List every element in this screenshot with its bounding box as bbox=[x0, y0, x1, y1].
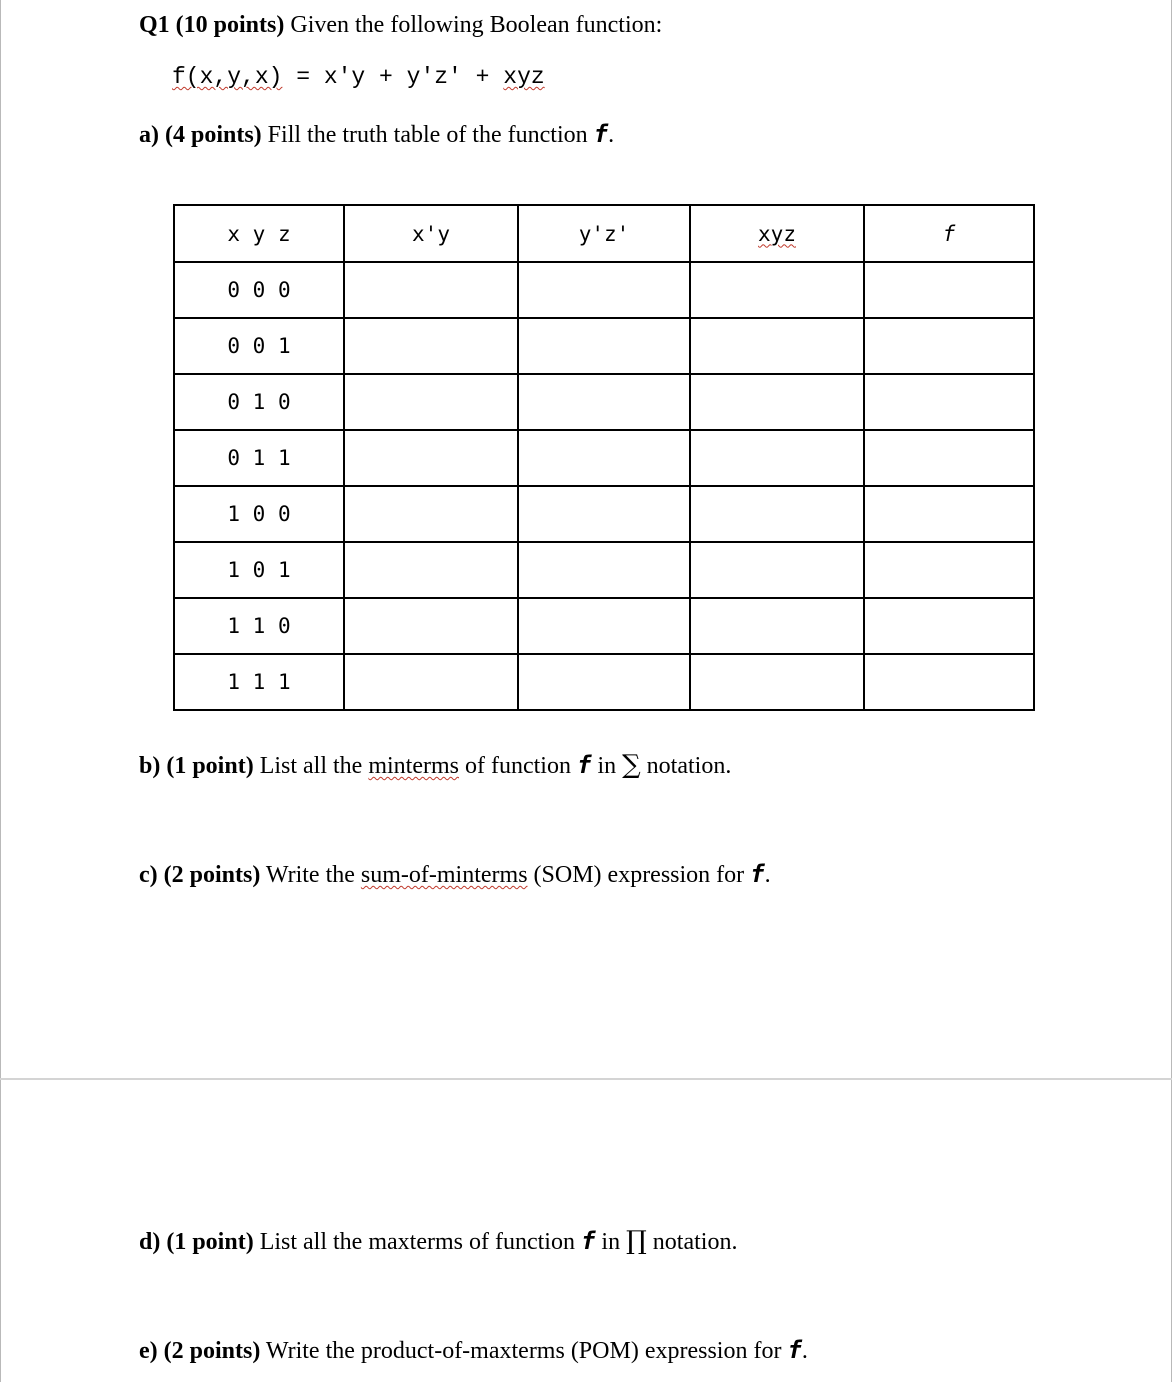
cell-f[interactable] bbox=[864, 374, 1034, 430]
header-xyz-inputs: x y z bbox=[174, 205, 344, 262]
cell-f[interactable] bbox=[864, 542, 1034, 598]
header-xpy: x'y bbox=[344, 205, 518, 262]
header-f: f bbox=[864, 205, 1034, 262]
pi-symbol: ∏ bbox=[626, 1226, 647, 1256]
boolean-formula bbox=[172, 64, 545, 90]
part-e-end: . bbox=[801, 1338, 808, 1364]
header-xyz-term-text: xyz bbox=[758, 221, 796, 246]
table-row bbox=[174, 542, 1034, 598]
part-c-end: . bbox=[764, 862, 771, 888]
part-d-text-3: notation. bbox=[646, 1229, 738, 1255]
row-inputs: 0 0 0 bbox=[174, 262, 344, 318]
cell-f[interactable] bbox=[864, 430, 1034, 486]
question-label: Q1 (10 points) bbox=[139, 12, 285, 38]
part-b-squiggle: minterms bbox=[368, 753, 459, 779]
part-c-fn: f bbox=[750, 860, 765, 888]
part-e bbox=[139, 1336, 808, 1365]
cell-ypzp[interactable] bbox=[518, 542, 690, 598]
cell-f[interactable] bbox=[864, 654, 1034, 710]
part-c-squiggle: sum-of-minterms bbox=[360, 862, 528, 888]
row-inputs: 0 1 1 bbox=[174, 430, 344, 486]
cell-f[interactable] bbox=[864, 318, 1034, 374]
part-b-text-3: in bbox=[591, 753, 623, 779]
part-b-label: b) (1 point) bbox=[139, 753, 254, 779]
cell-ypzp[interactable] bbox=[518, 430, 690, 486]
cell-xpy[interactable] bbox=[344, 430, 518, 486]
part-a-label: a) (4 points) bbox=[139, 122, 262, 148]
part-a-end: . bbox=[608, 122, 615, 148]
row-inputs: 0 1 0 bbox=[174, 374, 344, 430]
cell-xyz[interactable] bbox=[690, 318, 864, 374]
cell-xyz[interactable] bbox=[690, 654, 864, 710]
part-c bbox=[139, 860, 771, 889]
cell-ypzp[interactable] bbox=[518, 486, 690, 542]
formula-rhs-main: = x'y + y'z' + bbox=[282, 64, 504, 90]
cell-xyz[interactable] bbox=[690, 542, 864, 598]
row-inputs: 1 0 0 bbox=[174, 486, 344, 542]
table-row bbox=[174, 654, 1034, 710]
part-a bbox=[139, 120, 614, 149]
part-b-fn: f bbox=[576, 751, 592, 779]
part-d-fn: f bbox=[580, 1227, 596, 1255]
question-heading bbox=[139, 12, 662, 39]
row-inputs: 1 1 0 bbox=[174, 598, 344, 654]
table-row bbox=[174, 486, 1034, 542]
cell-xpy[interactable] bbox=[344, 262, 518, 318]
page-edge-left bbox=[0, 0, 1, 1382]
cell-ypzp[interactable] bbox=[518, 318, 690, 374]
cell-xpy[interactable] bbox=[344, 654, 518, 710]
part-d-text-2: in bbox=[595, 1229, 627, 1255]
part-b bbox=[139, 750, 731, 780]
cell-xyz[interactable] bbox=[690, 262, 864, 318]
row-inputs: 1 1 1 bbox=[174, 654, 344, 710]
cell-xpy[interactable] bbox=[344, 542, 518, 598]
page-break bbox=[0, 1078, 1172, 1080]
cell-ypzp[interactable] bbox=[518, 598, 690, 654]
cell-xpy[interactable] bbox=[344, 374, 518, 430]
truth-table-header-row bbox=[174, 205, 1034, 262]
cell-f[interactable] bbox=[864, 598, 1034, 654]
table-row bbox=[174, 430, 1034, 486]
cell-ypzp[interactable] bbox=[518, 374, 690, 430]
row-inputs: 0 0 1 bbox=[174, 318, 344, 374]
header-xyz-term bbox=[690, 205, 864, 262]
formula-lhs: f(x,y,x) bbox=[172, 64, 283, 90]
part-e-text-1: Write the product-of-maxterms (POM) expression for bbox=[260, 1338, 788, 1364]
cell-ypzp[interactable] bbox=[518, 654, 690, 710]
part-e-fn: f bbox=[787, 1336, 802, 1364]
sigma-symbol: ∑ bbox=[622, 750, 641, 780]
cell-xyz[interactable] bbox=[690, 486, 864, 542]
table-row bbox=[174, 598, 1034, 654]
question-text: Given the following Boolean function: bbox=[284, 12, 663, 38]
part-c-text-1: Write the bbox=[260, 862, 361, 888]
cell-xyz[interactable] bbox=[690, 598, 864, 654]
cell-ypzp[interactable] bbox=[518, 262, 690, 318]
part-d-label: d) (1 point) bbox=[139, 1229, 254, 1255]
part-d bbox=[139, 1226, 737, 1256]
formula-rhs-xyz: xyz bbox=[503, 64, 545, 90]
part-d-text-1: List all the maxterms of function bbox=[253, 1229, 581, 1255]
truth-table bbox=[173, 204, 1035, 711]
cell-xyz[interactable] bbox=[690, 374, 864, 430]
header-ypzp: y'z' bbox=[518, 205, 690, 262]
part-b-text-1: List all the bbox=[253, 753, 369, 779]
part-c-label: c) (2 points) bbox=[139, 862, 261, 888]
table-row bbox=[174, 262, 1034, 318]
cell-f[interactable] bbox=[864, 486, 1034, 542]
row-inputs: 1 0 1 bbox=[174, 542, 344, 598]
part-a-text: Fill the truth table of the function bbox=[261, 122, 594, 148]
table-row bbox=[174, 374, 1034, 430]
cell-xpy[interactable] bbox=[344, 318, 518, 374]
cell-f[interactable] bbox=[864, 262, 1034, 318]
table-row bbox=[174, 318, 1034, 374]
part-a-fn: f bbox=[593, 120, 609, 148]
part-b-text-4: notation. bbox=[640, 753, 732, 779]
part-c-text-2: (SOM) expression for bbox=[527, 862, 751, 888]
part-e-label: e) (2 points) bbox=[139, 1338, 261, 1364]
cell-xyz[interactable] bbox=[690, 430, 864, 486]
cell-xpy[interactable] bbox=[344, 598, 518, 654]
cell-xpy[interactable] bbox=[344, 486, 518, 542]
part-b-text-2: of function bbox=[459, 753, 577, 779]
